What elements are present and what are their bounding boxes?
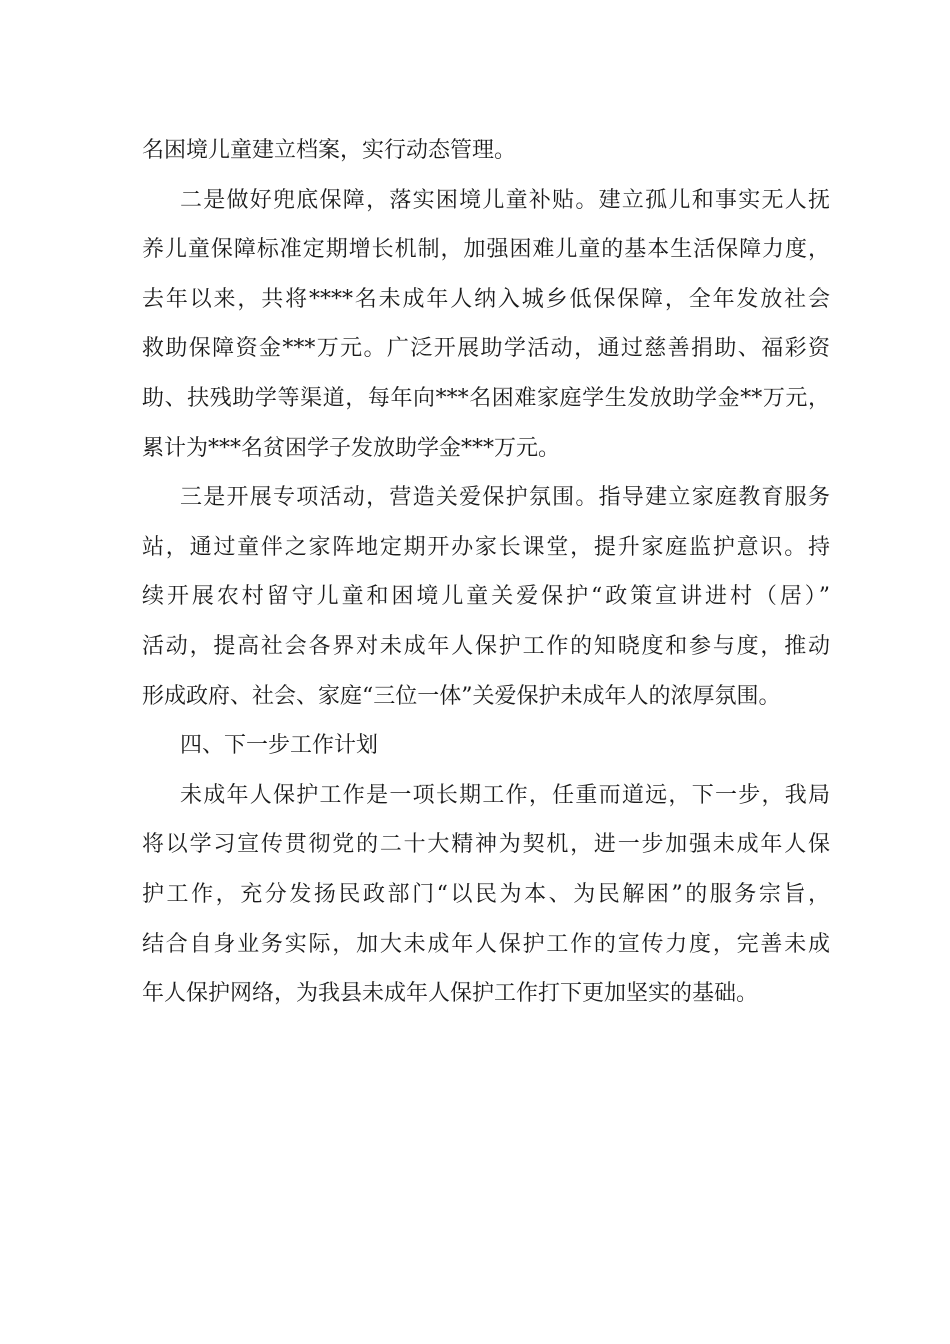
paragraph-line: 形成政府、社会、家庭“三位一体”关爱保护未成年人的浓厚氛围。	[142, 683, 781, 709]
paragraph-line: 活动，提高社会各界对未成年人保护工作的知晓度和参与度，推动	[142, 633, 830, 659]
paragraph-line: 去年以来，共将****名未成年人纳入城乡低保保障，全年发放社会	[142, 286, 830, 312]
paragraph-line: 结合自身业务实际，加大未成年人保护工作的宣传力度，完善未成	[142, 931, 830, 957]
document-body	[142, 126, 830, 1019]
paragraph-line: 将以学习宣传贯彻党的二十大精神为契机，进一步加强未成年人保	[142, 832, 830, 858]
paragraph-line: 助、扶残助学等渠道，每年向***名困难家庭学生发放助学金**万元，	[142, 385, 830, 411]
paragraph-line: 二是做好兜底保障，落实困境儿童补贴。建立孤儿和事实无人抚	[180, 187, 830, 213]
paragraph-line: 累计为***名贫困学子发放助学金***万元。	[142, 435, 561, 461]
paragraph-line: 养儿童保障标准定期增长机制，加强困难儿童的基本生活保障力度，	[142, 237, 830, 263]
paragraph-line: 站，通过童伴之家阵地定期开办家长课堂，提升家庭监护意识。持	[142, 534, 830, 560]
paragraph-line: 名困境儿童建立档案，实行动态管理。	[142, 138, 517, 163]
paragraph-line: 护工作，充分发扬民政部门“以民为本、为民解困”的服务宗旨，	[142, 881, 830, 907]
paragraph-line: 续开展农村留守儿童和困境儿童关爱保护“政策宣讲进村（居）”	[142, 584, 830, 610]
paragraph-line: 年人保护网络，为我县未成年人保护工作打下更加坚实的基础。	[142, 981, 759, 1007]
paragraph-line: 救助保障资金***万元。广泛开展助学活动，通过慈善捐助、福彩资	[142, 336, 830, 362]
section-heading: 四、下一步工作计划	[180, 733, 379, 759]
paragraph-line: 未成年人保护工作是一项长期工作，任重而道远，下一步，我局	[180, 782, 830, 808]
paragraph-line: 三是开展专项活动，营造关爱保护氛围。指导建立家庭教育服务	[180, 485, 830, 511]
